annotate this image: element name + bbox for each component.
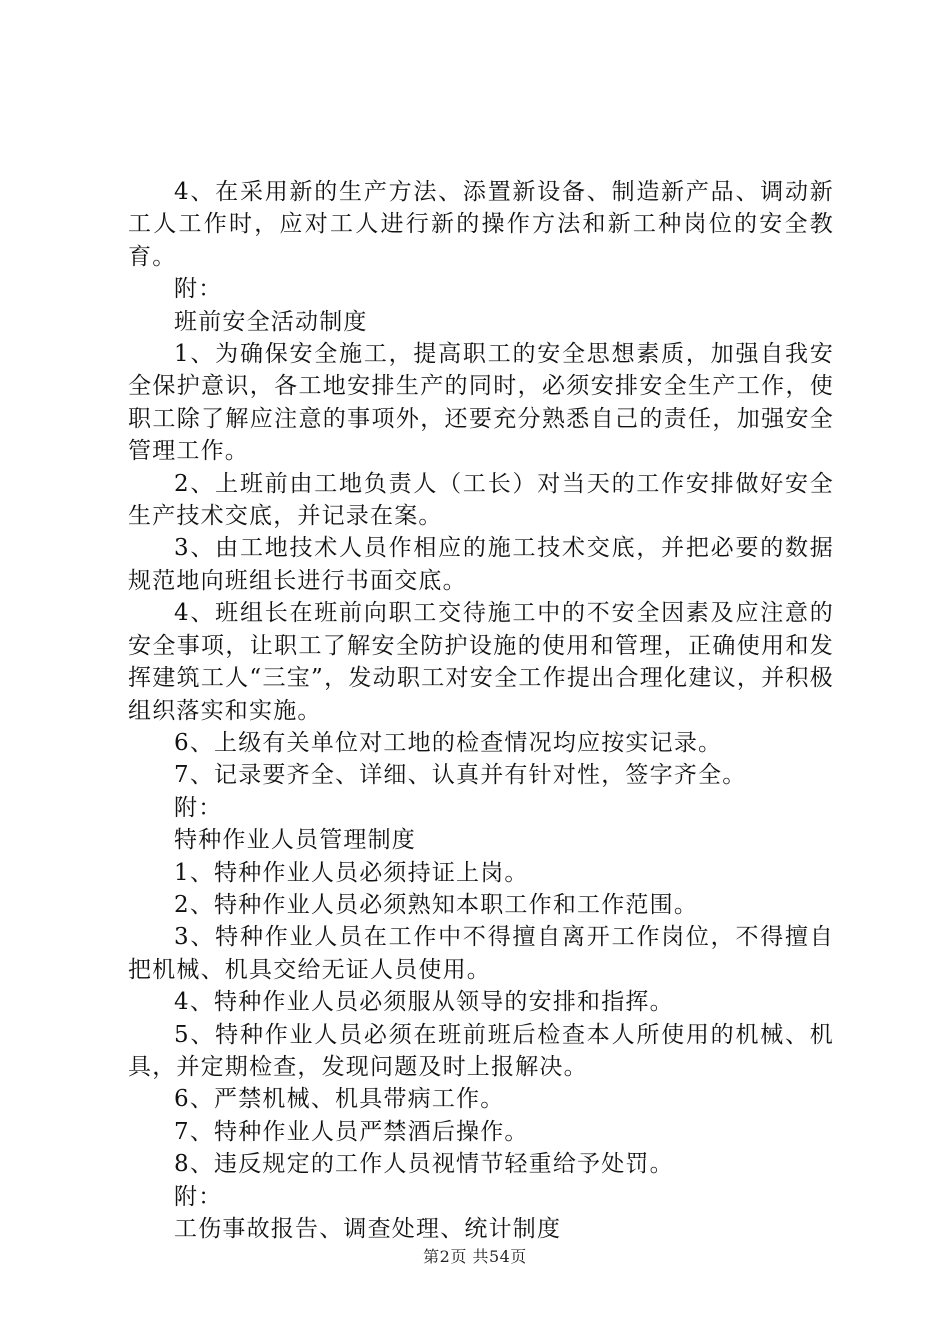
- appendix-label-1: 附：: [174, 276, 223, 303]
- section-title-injury-reporting: 工伤事故报告、调查处理、统计制度: [174, 1216, 562, 1242]
- paragraph-12: 5、特种作业人员必须在班前班后检查本人所使用的机械、机具，并定期检查，发现问题及时上报解决。: [128, 1021, 834, 1080]
- section-title-special-operators: 特种作业人员管理制度: [174, 827, 416, 854]
- paragraph-3: 2、上班前由工地负责人（工长）对当天的工作安排做好安全生产技术交底，并记录在案。: [128, 470, 834, 530]
- document-body: [128, 176, 834, 1245]
- paragraph-15: 8、违反规定的工作人员视情节轻重给予处罚。: [174, 1151, 674, 1178]
- appendix-label-2: 附：: [174, 794, 223, 821]
- paragraph-6: 6、上级有关单位对工地的检查情况均应按实记录。: [174, 729, 723, 756]
- paragraph-8: 1、特种作业人员必须持证上岗。: [174, 859, 529, 886]
- page-number-footer: 第2页 共54页: [423, 1247, 527, 1266]
- paragraph-14: 7、特种作业人员严禁酒后操作。: [174, 1118, 529, 1145]
- paragraph-1: 4、在采用新的生产方法、添置新设备、制造新产品、调动新工人工作时，应对工人进行新的操作方法和新工种岗位的安全教育。: [128, 179, 834, 270]
- appendix-label-3: 附：: [174, 1183, 223, 1210]
- paragraph-9: 2、特种作业人员必须熟知本职工作和工作范围。: [174, 891, 699, 918]
- paragraph-5: 4、班组长在班前向职工交待施工中的不安全因素及应注意的安全事项，让职工了解安全防护设施的使用和管理，正确使用和发挥建筑工人“三宝”，发动职工对安全工作提出合理化建议，并积极组织落实和实施。: [128, 600, 834, 724]
- paragraph-11: 4、特种作业人员必须服从领导的安排和指挥。: [174, 989, 674, 1016]
- paragraph-4: 3、由工地技术人员作相应的施工技术交底，并把必要的数据规范地向班组长进行书面交底。: [128, 535, 834, 594]
- section-title-pre-shift-safety: 班前安全活动制度: [174, 308, 368, 335]
- paragraph-2: 1、为确保安全施工，提高职工的安全思想素质，加强自我安全保护意识，各工地安排生产的同时，必须安排安全生产工作，使职工除了解应注意的事项外，还要充分熟悉自己的责任，加强安全管理工作。: [128, 341, 834, 465]
- paragraph-7: 7、记录要齐全、详细、认真并有针对性，签字齐全。: [174, 762, 747, 789]
- paragraph-13: 6、严禁机械、机具带病工作。: [174, 1086, 505, 1113]
- paragraph-10: 3、特种作业人员在工作中不得擅自离开工作岗位，不得擅自把机械、机具交给无证人员使用。: [128, 924, 834, 983]
